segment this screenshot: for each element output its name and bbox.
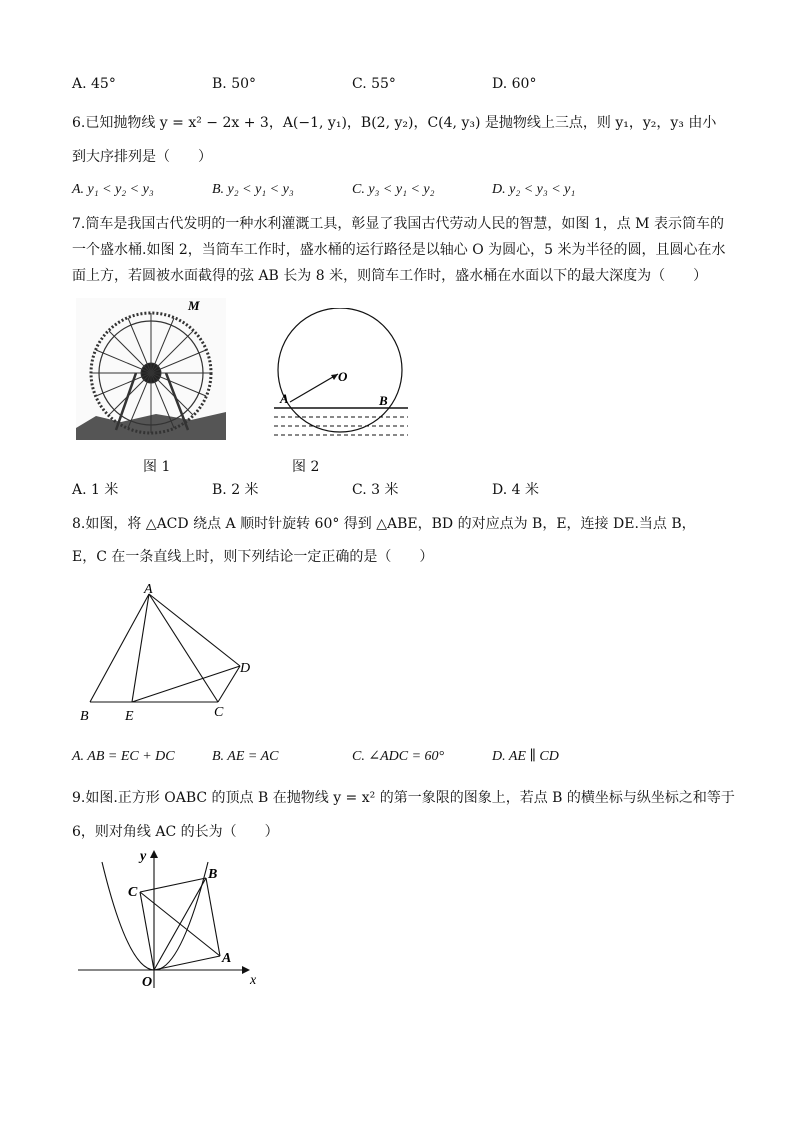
q6-option-b: B. y₂ < y₁ < y₃ <box>212 182 294 197</box>
q7-figure2-circle-diagram <box>268 308 408 446</box>
q8-label-d: D <box>240 661 251 676</box>
q7-figure2-caption: 图 2 <box>292 459 320 475</box>
q9-label-b: B <box>208 867 218 882</box>
fig2-label-o: O <box>338 369 348 384</box>
q7-option-c: C. 3 米 <box>352 482 399 498</box>
q9-label-a: A <box>222 951 232 966</box>
q9-label-c: C <box>128 885 138 900</box>
q7-figure1-caption: 图 1 <box>143 459 171 475</box>
q5-option-a: A. 45° <box>72 76 116 92</box>
q8-label-c: C <box>214 705 224 720</box>
q9-stem-line2: 6，则对角线 AC 的长为（ ） <box>72 824 279 840</box>
q8-option-c: C. ∠ADC = 60° <box>352 749 445 764</box>
q9-figure-parabola-square <box>74 842 264 992</box>
q6-option-a: A. y₁ < y₂ < y₃ <box>72 182 154 197</box>
q9-label-o: O <box>142 975 153 990</box>
q7-option-d: D. 4 米 <box>492 482 539 498</box>
q8-option-a: A. AB = EC + DC <box>72 749 175 764</box>
q8-label-b: B <box>80 709 89 724</box>
q8-option-d: D. AE ∥ CD <box>492 749 559 764</box>
q9-label-y: y <box>140 849 147 864</box>
q6-option-c: C. y₃ < y₁ < y₂ <box>352 182 435 197</box>
q7-stem-line1: 7.筒车是我国古代发明的一种水利灌溉工具，彰显了我国古代劳动人民的智慧，如图 1，点 M 表示筒车的 <box>72 216 724 232</box>
q6-stem-line1: 6.已知抛物线 y = x² − 2x + 3，A(−1, y₁)，B(2, y₂)，C(4, y₃) 是抛物线上三点，则 y₁，y₂，y₃ 由小 <box>72 115 717 131</box>
q7-stem-line3: 面上方，若圆被水面截得的弦 AB 长为 8 米，则筒车工作时，盛水桶在水面以下的最大深度为（ ） <box>72 268 708 284</box>
q8-option-b: B. AE = AC <box>212 749 279 764</box>
q5-option-d: D. 60° <box>492 76 537 92</box>
parabola-curve <box>102 862 208 970</box>
q9-label-x: x <box>250 973 257 988</box>
q8-label-a: A <box>144 582 153 597</box>
q8-stem-line1: 8.如图，将 △ACD 绕点 A 顺时针旋转 60° 得到 △ABE，BD 的对应点为 B，E，连接 DE.当点 B， <box>72 516 696 532</box>
radius-segment <box>290 374 338 402</box>
fig2-label-a: A <box>280 391 289 406</box>
fig1-label-m: M <box>188 298 200 313</box>
q7-option-b: B. 2 米 <box>212 482 259 498</box>
q8-label-e: E <box>125 709 134 724</box>
q7-figure1-water-wheel <box>76 298 226 440</box>
q9-stem-line1: 9.如图.正方形 OABC 的顶点 B 在抛物线 y = x² 的第一象限的图象上，若点 B 的横坐标与纵坐标之和等于 <box>72 790 735 806</box>
q7-option-a: A. 1 米 <box>72 482 119 498</box>
q7-stem-line2: 一个盛水桶.如图 2，当筒车工作时，盛水桶的运行路径是以轴心 O 为圆心，5 米为半径的圆，且圆心在水 <box>72 242 726 258</box>
q5-option-b: B. 50° <box>212 76 257 92</box>
fig2-label-b: B <box>379 393 388 408</box>
q6-stem-line2: 到大序排列是（ ） <box>72 149 212 165</box>
q5-option-c: C. 55° <box>352 76 396 92</box>
q8-stem-line2: E，C 在一条直线上时，则下列结论一定正确的是（ ） <box>72 549 434 565</box>
q6-option-d: D. y₂ < y₃ < y₁ <box>492 182 576 197</box>
q8-figure-triangles <box>74 580 270 726</box>
